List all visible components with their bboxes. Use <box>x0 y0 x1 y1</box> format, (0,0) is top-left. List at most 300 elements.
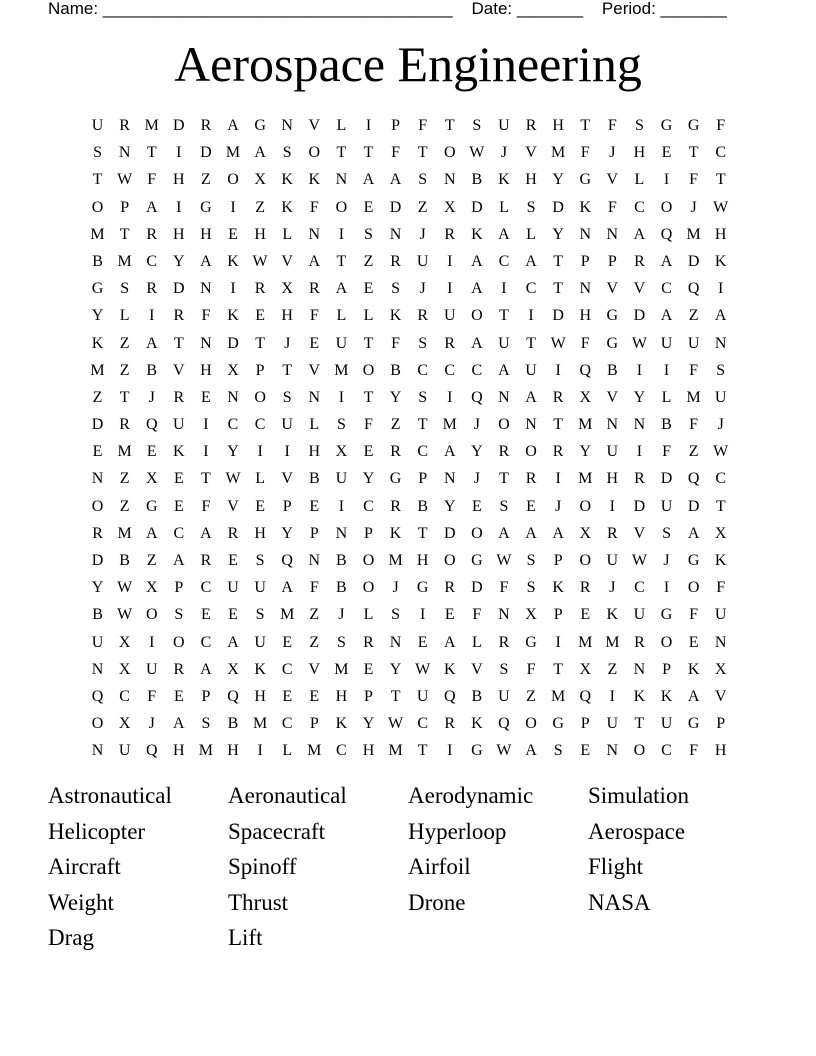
grid-letter: E <box>201 388 211 406</box>
grid-letter: A <box>525 742 537 760</box>
grid-letter: V <box>227 497 239 515</box>
grid-letter: T <box>363 388 374 406</box>
grid-letter: F <box>689 361 699 379</box>
grid-letter: M <box>144 117 159 134</box>
grid-letter: I <box>555 633 561 651</box>
grid-letter: X <box>227 660 239 678</box>
grid-letter: Z <box>255 198 265 216</box>
grid-letter: A <box>498 225 510 243</box>
grid-letter: H <box>173 225 185 243</box>
grid-letter: V <box>633 280 646 298</box>
grid-letter: B <box>336 579 347 597</box>
grid-letter: U <box>660 497 673 515</box>
grid-letter: C <box>281 660 293 678</box>
grid-letter: G <box>660 117 673 134</box>
grid-letter: R <box>417 307 428 325</box>
grid-row <box>84 737 734 764</box>
word-bank-item: Hyperloop <box>408 818 507 844</box>
grid-letter: G <box>660 606 673 624</box>
grid-letter: Z <box>119 497 130 515</box>
grid-letter: Y <box>471 443 483 461</box>
grid-letter: M <box>605 633 620 651</box>
grid-letter: D <box>660 470 673 488</box>
grid-letter: O <box>173 633 185 651</box>
grid-letter: N <box>443 470 456 488</box>
grid-letter: I <box>203 416 209 434</box>
grid-letter: G <box>606 334 619 352</box>
grid-row <box>84 547 734 574</box>
grid-letter: A <box>525 388 537 406</box>
grid-letter: T <box>363 334 374 352</box>
grid-letter: T <box>417 416 428 434</box>
grid-letter: Q <box>687 470 700 488</box>
grid-letter: W <box>415 660 431 678</box>
grid-letter: K <box>471 715 483 733</box>
grid-letter: U <box>714 606 727 624</box>
grid-letter: C <box>417 443 428 461</box>
grid-letter: S <box>255 606 265 624</box>
grid-letter: I <box>447 742 453 760</box>
grid-letter: R <box>606 524 618 542</box>
grid-letter: G <box>91 280 104 298</box>
grid-letter: L <box>119 307 130 325</box>
grid-letter: N <box>308 552 321 569</box>
grid-letter: M <box>117 252 132 270</box>
word-bank-item: Thrust <box>228 889 289 915</box>
grid-letter: C <box>715 144 727 162</box>
grid-letter: R <box>119 117 130 134</box>
grid-letter: V <box>471 660 483 678</box>
grid-letter: S <box>526 198 536 216</box>
grid-letter: N <box>335 524 348 542</box>
grid-letter: T <box>417 524 428 542</box>
grid-letter: H <box>633 144 646 162</box>
grid-letter: V <box>606 388 619 406</box>
grid-letter: K <box>308 171 321 189</box>
grid-letter: R <box>200 117 212 134</box>
word-bank-item: Helicopter <box>48 818 146 844</box>
grid-letter: A <box>145 524 158 542</box>
grid-letter: T <box>201 470 211 488</box>
grid-letter: R <box>146 225 158 243</box>
grid-letter: O <box>443 552 456 569</box>
grid-letter: N <box>633 660 646 678</box>
grid-letter: S <box>553 742 563 760</box>
grid-letter: I <box>636 443 643 461</box>
grid-letter: E <box>173 687 184 705</box>
grid-letter: T <box>119 225 130 243</box>
grid-letter: F <box>716 117 726 134</box>
grid-letter: Y <box>552 171 564 189</box>
grid-letter: A <box>173 552 185 569</box>
grid-letter: N <box>579 280 592 298</box>
grid-letter: I <box>663 361 670 379</box>
grid-letter: D <box>471 198 483 216</box>
grid-letter: M <box>578 416 593 434</box>
grid-letter: T <box>499 470 509 488</box>
grid-letter: M <box>551 144 566 162</box>
grid-letter: A <box>525 252 537 270</box>
grid-letter: G <box>389 470 402 488</box>
grid-letter: U <box>714 388 727 406</box>
grid-row <box>84 275 734 302</box>
grid-letter: P <box>282 497 292 515</box>
grid-letter: M <box>90 361 105 379</box>
grid-letter: K <box>579 198 592 216</box>
grid-letter: N <box>714 633 727 651</box>
grid-letter: I <box>447 388 453 406</box>
grid-letter: N <box>227 388 239 406</box>
grid-row <box>84 384 734 411</box>
word-bank-item: Aeronautical <box>228 783 347 808</box>
grid-letter: N <box>633 416 646 434</box>
grid-row <box>84 465 734 492</box>
grid-letter: B <box>471 171 483 189</box>
grid-letter: C <box>498 252 510 270</box>
grid-letter: T <box>580 117 591 134</box>
grid-letter: I <box>257 742 263 760</box>
grid-letter: S <box>418 388 428 406</box>
grid-letter: J <box>338 606 345 624</box>
grid-letter: F <box>662 443 671 461</box>
grid-letter: G <box>687 117 700 134</box>
grid-letter: Q <box>579 687 592 705</box>
grid-letter: M <box>578 470 593 488</box>
grid-letter: Y <box>362 470 375 488</box>
grid-letter: I <box>176 198 182 216</box>
grid-letter: V <box>173 361 185 379</box>
grid-row <box>84 629 734 656</box>
grid-letter: Y <box>443 497 456 515</box>
grid-letter: F <box>147 171 157 189</box>
grid-letter: A <box>525 524 537 542</box>
grid-letter: F <box>472 606 482 624</box>
grid-letter: H <box>173 171 185 189</box>
grid-letter: Y <box>579 443 592 461</box>
grid-letter: K <box>91 334 104 352</box>
grid-letter: Z <box>390 416 401 434</box>
grid-letter: K <box>552 579 564 597</box>
grid-letter: A <box>471 334 483 352</box>
grid-letter: O <box>254 388 266 406</box>
grid-letter: U <box>606 715 619 733</box>
grid-letter: Y <box>633 388 646 406</box>
grid-letter: C <box>254 416 266 434</box>
grid-letter: N <box>579 225 592 243</box>
grid-letter: I <box>663 171 670 189</box>
grid-letter: M <box>334 361 349 379</box>
grid-letter: A <box>660 252 673 270</box>
grid-letter: I <box>555 361 561 379</box>
grid-letter: W <box>225 470 241 488</box>
grid-letter: W <box>496 742 512 760</box>
grid-letter: D <box>91 416 104 434</box>
grid-letter: O <box>362 361 375 379</box>
grid-letter: R <box>146 280 158 298</box>
grid-row <box>84 194 734 221</box>
grid-letter: R <box>444 334 456 352</box>
grid-row <box>84 601 734 628</box>
grid-letter: E <box>471 497 482 515</box>
grid-row <box>84 520 734 547</box>
grid-letter: Y <box>389 388 402 406</box>
grid-letter: Y <box>91 579 104 597</box>
grid-letter: N <box>335 171 348 189</box>
grid-letter: M <box>388 742 403 760</box>
grid-letter: R <box>363 633 374 651</box>
grid-letter: P <box>716 715 726 733</box>
grid-letter: U <box>91 633 104 651</box>
grid-letter: A <box>498 361 510 379</box>
grid-letter: R <box>634 470 645 488</box>
grid-letter: D <box>200 144 212 162</box>
grid-letter: M <box>388 552 403 569</box>
grid-letter: J <box>419 280 426 298</box>
grid-letter: E <box>309 687 320 705</box>
grid-letter: K <box>335 715 348 733</box>
grid-letter: J <box>690 198 697 216</box>
grid-letter: F <box>147 687 157 705</box>
grid-letter: P <box>309 715 319 733</box>
grid-letter: S <box>120 280 130 298</box>
grid-letter: P <box>418 470 428 488</box>
grid-letter: O <box>91 198 104 216</box>
grid-letter: A <box>687 524 700 542</box>
grid-letter: I <box>149 633 155 651</box>
grid-letter: O <box>579 497 592 515</box>
grid-letter: K <box>227 307 239 325</box>
grid-letter: X <box>254 171 266 189</box>
grid-letter: S <box>391 606 401 624</box>
grid-letter: L <box>634 171 645 189</box>
word-bank-item: Flight <box>588 854 643 880</box>
grid-letter: M <box>252 715 268 733</box>
grid-letter: U <box>173 416 185 434</box>
grid-letter: I <box>609 497 615 515</box>
grid-letter: S <box>716 361 726 379</box>
grid-letter: L <box>526 225 536 243</box>
grid-letter: C <box>417 715 428 733</box>
grid-letter: J <box>500 144 508 162</box>
grid-letter: S <box>472 117 482 134</box>
grid-letter: J <box>473 470 480 488</box>
grid-letter: N <box>389 225 402 243</box>
grid-letter: N <box>200 334 212 352</box>
grid-letter: U <box>606 443 619 461</box>
grid-letter: U <box>118 742 131 760</box>
grid-letter: A <box>145 334 158 352</box>
grid-letter: B <box>92 606 103 624</box>
grid-letter: E <box>228 606 238 624</box>
grid-row <box>84 574 734 601</box>
grid-letter: A <box>254 144 266 162</box>
grid-letter: C <box>200 579 212 597</box>
grid-letter: W <box>117 606 133 624</box>
grid-letter: G <box>552 715 564 733</box>
grid-letter: M <box>307 742 322 760</box>
grid-letter: K <box>389 524 402 542</box>
grid-letter: H <box>173 742 185 760</box>
grid-letter: N <box>606 416 619 434</box>
grid-letter: H <box>227 742 239 760</box>
grid-letter: U <box>606 552 619 569</box>
grid-letter: S <box>336 416 346 434</box>
grid-letter: G <box>606 307 619 325</box>
grid-letter: T <box>417 144 428 162</box>
grid-letter: F <box>309 579 319 597</box>
grid-letter: I <box>338 388 345 406</box>
grid-letter: T <box>173 334 184 352</box>
grid-letter: T <box>553 416 564 434</box>
grid-letter: K <box>281 198 293 216</box>
grid-letter: X <box>714 660 727 678</box>
grid-letter: T <box>553 660 564 678</box>
grid-letter: T <box>119 388 130 406</box>
grid-letter: P <box>580 715 590 733</box>
grid-letter: W <box>550 334 566 352</box>
word-bank-item: Drag <box>48 925 94 951</box>
grid-letter: P <box>201 687 211 705</box>
grid-letter: J <box>663 552 670 569</box>
grid-letter: S <box>391 280 401 298</box>
grid-letter: N <box>443 171 456 189</box>
grid-letter: O <box>308 144 321 162</box>
grid-letter: K <box>471 225 483 243</box>
grid-letter: A <box>200 524 212 542</box>
grid-letter: H <box>335 687 348 705</box>
grid-letter: O <box>362 579 375 597</box>
grid-letter: A <box>498 524 510 542</box>
grid-letter: H <box>200 225 212 243</box>
grid-letter: N <box>308 225 321 243</box>
grid-letter: R <box>308 280 320 298</box>
grid-letter: D <box>552 307 564 325</box>
grid-letter: L <box>661 388 672 406</box>
grid-letter: E <box>309 334 320 352</box>
grid-letter: U <box>660 715 673 733</box>
grid-letter: R <box>552 443 564 461</box>
grid-letter: M <box>117 524 132 542</box>
grid-letter: C <box>363 497 374 515</box>
grid-letter: A <box>471 280 483 298</box>
grid-letter: P <box>553 552 563 569</box>
grid-letter: I <box>636 361 643 379</box>
grid-letter: G <box>471 552 483 569</box>
grid-letter: D <box>173 280 185 298</box>
grid-letter: R <box>390 443 401 461</box>
grid-letter: W <box>631 552 647 569</box>
grid-letter: Q <box>498 715 510 733</box>
grid-letter: W <box>713 198 729 216</box>
grid-letter: T <box>336 144 347 162</box>
grid-row <box>84 656 734 683</box>
grid-letter: B <box>661 416 672 434</box>
grid-row <box>84 112 734 139</box>
grid-letter: R <box>92 524 103 542</box>
grid-letter: L <box>471 633 482 651</box>
grid-letter: Z <box>119 470 130 488</box>
grid-letter: R <box>173 307 185 325</box>
grid-letter: T <box>282 361 293 379</box>
grid-letter: S <box>174 606 184 624</box>
grid-letter: T <box>146 144 157 162</box>
grid-letter: K <box>714 552 727 569</box>
grid-letter: V <box>714 687 727 705</box>
grid-letter: E <box>255 307 265 325</box>
word-bank-item: Aerospace <box>588 818 686 844</box>
word-bank-item: NASA <box>588 889 651 915</box>
grid-letter: P <box>580 252 590 270</box>
grid-letter: K <box>173 443 185 461</box>
grid-letter: X <box>579 524 592 542</box>
grid-letter: L <box>255 470 265 488</box>
grid-letter: W <box>117 579 133 597</box>
grid-letter: F <box>526 660 536 678</box>
grid-letter: Q <box>579 361 592 379</box>
grid-letter: T <box>715 171 726 189</box>
grid-letter: Y <box>173 252 185 270</box>
grid-letter: O <box>335 198 348 216</box>
grid-letter: K <box>389 307 402 325</box>
grid-letter: M <box>198 742 214 760</box>
grid-letter: P <box>255 361 265 379</box>
grid-letter: J <box>555 497 562 515</box>
grid-letter: U <box>443 307 456 325</box>
grid-letter: E <box>228 552 238 569</box>
grid-letter: Z <box>363 252 374 270</box>
grid-letter: L <box>309 416 320 434</box>
grid-letter: G <box>579 171 592 189</box>
grid-letter: G <box>416 579 429 597</box>
grid-letter: P <box>309 524 319 542</box>
grid-letter: S <box>526 579 536 597</box>
grid-letter: I <box>420 606 426 624</box>
grid-letter: X <box>714 524 727 542</box>
grid-letter: O <box>498 416 510 434</box>
grid-letter: E <box>363 660 374 678</box>
grid-letter: W <box>631 334 647 352</box>
grid-letter: J <box>284 334 291 352</box>
grid-letter: U <box>145 660 158 678</box>
grid-letter: J <box>419 225 426 243</box>
grid-letter: U <box>254 579 266 597</box>
word-bank-item: Aerodynamic <box>408 783 534 808</box>
grid-letter: N <box>525 416 537 434</box>
grid-letter: O <box>660 633 673 651</box>
grid-letter: D <box>173 117 185 134</box>
grid-letter: Y <box>281 524 293 542</box>
grid-letter: V <box>308 660 321 678</box>
grid-letter: R <box>390 497 401 515</box>
grid-letter: S <box>526 552 536 569</box>
grid-letter: K <box>498 171 510 189</box>
grid-letter: R <box>444 715 456 733</box>
grid-letter: D <box>687 497 700 515</box>
grid-letter: E <box>363 443 374 461</box>
grid-letter: F <box>391 144 401 162</box>
grid-letter: F <box>418 117 428 134</box>
grid-letter: F <box>689 606 699 624</box>
grid-letter: U <box>525 361 537 379</box>
grid-letter: S <box>282 144 292 162</box>
grid-letter: Z <box>417 198 428 216</box>
grid-letter: T <box>444 117 455 134</box>
grid-letter: M <box>334 660 349 678</box>
grid-letter: A <box>362 171 375 189</box>
grid-letter: X <box>118 715 131 733</box>
grid-letter: W <box>469 144 485 162</box>
grid-letter: X <box>118 660 131 678</box>
